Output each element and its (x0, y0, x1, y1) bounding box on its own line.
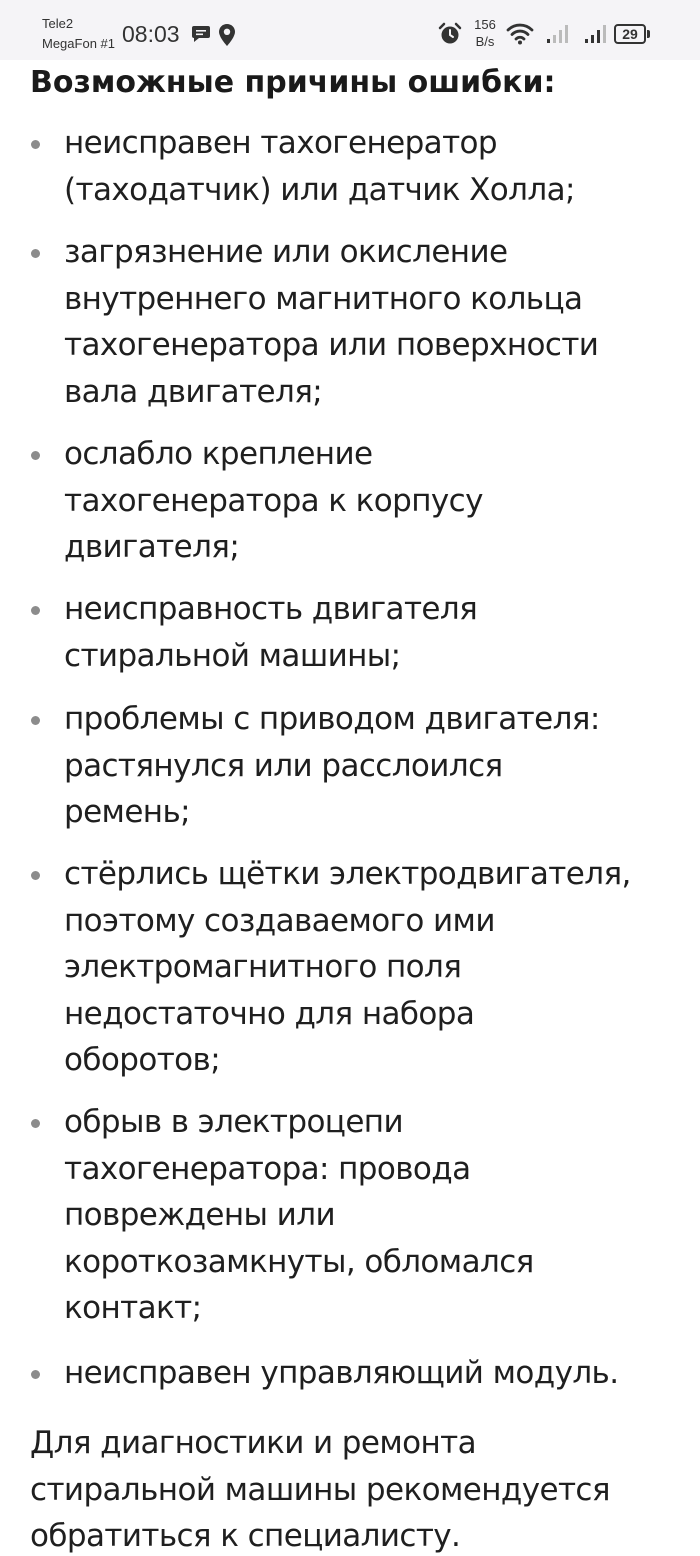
signal-icon (584, 24, 608, 44)
carrier-1: Tele2 (42, 16, 74, 31)
bullet-icon (31, 451, 40, 460)
bullet-icon (31, 1370, 40, 1379)
alarm-clock-icon (438, 22, 462, 46)
bullet-icon (31, 249, 40, 258)
conclusion-paragraph: Для диагностики и ремонта стиральной машины рекомендуется обратиться к специалисту. (30, 1425, 610, 1554)
bullet-icon (31, 606, 40, 615)
battery-level: 29 (614, 24, 646, 44)
bullet-icon (31, 140, 40, 149)
battery-icon (614, 24, 648, 44)
list-item-text: неисправность двигателя стиральной машины; (64, 591, 478, 674)
location-pin-icon (218, 23, 236, 47)
list-item-text: ослабло крепление тахогенератора к корпусу двигателя; (64, 436, 483, 565)
list-item-text: загрязнение или окисление внутреннего магнитного кольца тахогенератора или поверхности вала двигателя; (64, 234, 599, 410)
battery-tip (647, 30, 650, 38)
bullet-icon (31, 871, 40, 880)
bullet-icon (31, 716, 40, 725)
wifi-icon (506, 22, 534, 46)
status-bar (0, 0, 700, 60)
carrier-names (42, 14, 115, 54)
signal-weak-icon (546, 24, 570, 44)
network-speed (466, 16, 504, 50)
list-item-text: проблемы с приводом двигателя: растянулся или расслоился ремень; (64, 701, 600, 830)
list-item-text: стёрлись щётки электродвигателя, поэтому создаваемого ими электромагнитного поля недостаточно для набора оборотов; (64, 856, 631, 1078)
list-item-text: обрыв в электроцепи тахогенератора: провода повреждены или короткозамкнуты, обломался контакт; (64, 1104, 534, 1326)
network-speed-value: 156 (474, 17, 496, 32)
list-item-text: неисправен управляющий модуль. (64, 1355, 619, 1391)
bullet-icon (31, 1119, 40, 1128)
status-clock: 08:03 (122, 21, 180, 47)
carrier-2: MegaFon #1 (42, 36, 115, 51)
list-item-text: неисправен тахогенератор (таходатчик) или датчик Холла; (64, 125, 575, 208)
network-speed-unit: B/s (475, 34, 495, 49)
chat-bubble-icon (191, 25, 211, 43)
section-heading: Возможные причины ошибки: (30, 65, 556, 100)
